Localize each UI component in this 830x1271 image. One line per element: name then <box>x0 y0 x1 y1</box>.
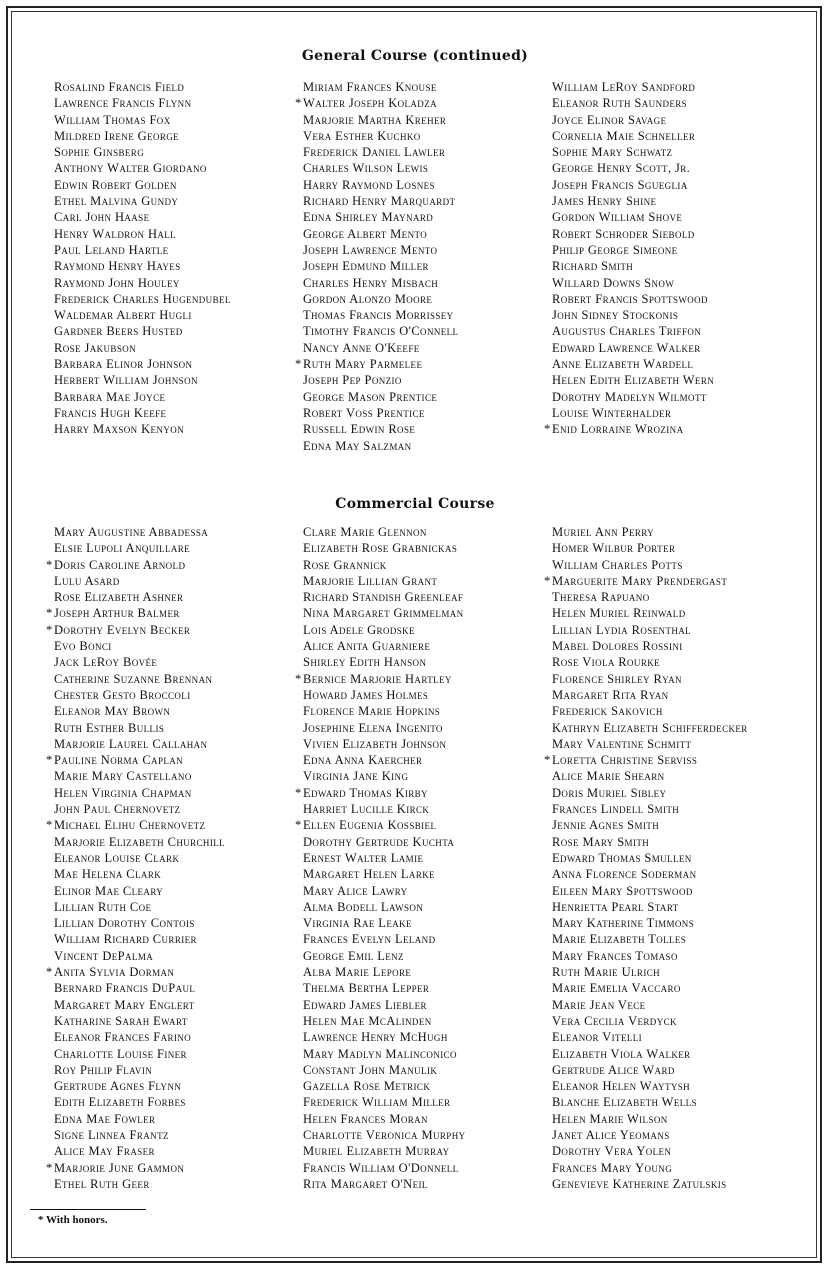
graduate-name: Thelma Bertha Lepper <box>303 981 430 996</box>
graduate-name: * Walter Joseph Koladza <box>295 96 438 111</box>
graduate-name: * Enid Lorraine Wrozina <box>544 422 684 437</box>
graduate-name: Elsie Lupoli Anquillare <box>54 541 191 556</box>
graduate-name: Vivien Elizabeth Johnson <box>303 736 447 751</box>
graduate-name: Blanche Elizabeth Wells <box>552 1095 697 1110</box>
graduate-name: Josephine Elena Ingenito <box>303 720 443 735</box>
graduate-name: Frederick William Miller <box>303 1095 451 1110</box>
graduate-name: Margaret Mary Englert <box>54 997 195 1012</box>
graduate-name: Elizabeth Rose Grabnickas <box>303 541 458 556</box>
graduate-name: Russell Edwin Rose <box>303 422 416 437</box>
graduate-name: Edna Anna Kaercher <box>303 753 423 768</box>
graduate-name: Rita Margaret O'Neil <box>303 1176 428 1191</box>
graduate-name: Joyce Elinor Savage <box>552 112 667 127</box>
graduate-name: Ernest Walter Lamie <box>303 850 424 865</box>
graduate-name: Joseph Pep Ponzio <box>303 373 402 388</box>
graduate-name: Margaret Helen Larke <box>303 867 436 882</box>
graduate-name: Sophie Ginsberg <box>54 145 145 160</box>
graduate-name: Edward Thomas Smullen <box>552 850 692 865</box>
graduate-name: Helen Marie Wilson <box>552 1111 668 1126</box>
graduate-name: William Richard Currier <box>54 932 197 947</box>
graduate-name: Dorothy Gertrude Kuchta <box>303 834 455 849</box>
graduate-name: Barbara Mae Joyce <box>54 389 166 404</box>
graduate-name: Frederick Charles Hugendubel <box>54 291 231 306</box>
graduate-name: Helen Muriel Reinwald <box>552 606 686 621</box>
graduate-name: George Mason Prentice <box>303 389 438 404</box>
graduate-name: Philip George Simeone <box>552 242 678 257</box>
graduate-name: George Emil Lenz <box>303 948 404 963</box>
graduate-name: Mary Katherine Timmons <box>552 916 695 931</box>
graduate-name: Rose Mary Smith <box>552 834 650 849</box>
graduate-name: Marjorie Laurel Callahan <box>54 736 208 751</box>
graduate-name: Raymond John Houley <box>54 275 180 290</box>
general-col-3 <box>544 79 822 438</box>
graduate-name: * Michael Elihu Chernovetz <box>46 818 206 833</box>
graduate-name: George Albert Mento <box>303 226 428 241</box>
graduate-name: * Dorothy Evelyn Becker <box>46 622 191 637</box>
graduate-name: Nancy Anne O'Keefe <box>303 340 420 355</box>
graduate-name: Edna Mae Fowler <box>54 1111 156 1126</box>
graduate-name: Eleanor May Brown <box>54 704 171 719</box>
graduate-name: Charles Henry Misbach <box>303 275 439 290</box>
graduate-name: Margaret Rita Ryan <box>552 687 669 702</box>
graduate-name: Rosalind Francis Field <box>54 80 185 94</box>
graduate-name: Muriel Ann Perry <box>552 525 655 539</box>
graduate-name: Joseph Francis Sgueglia <box>552 177 688 192</box>
graduate-name: Augustus Charles Triffon <box>552 324 702 339</box>
graduate-name: John Paul Chernovetz <box>54 802 181 817</box>
graduate-name: Francis Hugh Keefe <box>54 405 167 420</box>
graduate-name: Marjorie Elizabeth Churchill <box>54 834 226 849</box>
graduate-name: Francis William O'Donnell <box>303 1160 459 1175</box>
graduate-name: Edith Elizabeth Forbes <box>54 1095 186 1110</box>
graduate-name: Mary Valentine Schmitt <box>552 736 692 751</box>
graduate-name: Edna Shirley Maynard <box>303 210 434 225</box>
general-course-heading: General Course (continued) <box>301 48 529 64</box>
graduate-name: * Ruth Mary Parmelee <box>295 357 423 372</box>
commercial-col-1 <box>46 524 324 1192</box>
general-col-2 <box>295 79 573 454</box>
graduate-name: Alice Anita Guarniere <box>303 639 431 654</box>
graduate-name: Richard Henry Marquardt <box>303 194 456 209</box>
graduate-name: Alice May Fraser <box>54 1144 155 1159</box>
graduate-name: Lawrence Francis Flynn <box>54 96 192 111</box>
graduate-name: Doris Muriel Sibley <box>552 785 667 800</box>
graduate-name: Helen Edith Elizabeth Wern <box>552 373 715 388</box>
graduate-name: Robert Francis Spottswood <box>552 291 708 306</box>
graduate-name: Mabel Dolores Rossini <box>552 639 683 654</box>
graduate-name: Frances Mary Young <box>552 1160 673 1175</box>
graduate-name: Robert Voss Prentice <box>303 405 425 420</box>
graduate-name: Henrietta Pearl Start <box>552 899 679 914</box>
graduate-name: Edwin Robert Golden <box>54 177 177 192</box>
graduate-name: George Henry Scott, Jr. <box>552 161 691 176</box>
graduate-name: Raymond Henry Hayes <box>54 259 181 274</box>
graduate-name: Rose Elizabeth Ashner <box>54 590 184 605</box>
graduate-name: Charlotte Veronica Murphy <box>303 1127 466 1142</box>
graduate-name: Helen Frances Moran <box>303 1111 428 1126</box>
graduate-name: Herbert William Johnson <box>54 373 198 388</box>
graduate-name: Nina Margaret Grimmelman <box>303 606 464 621</box>
graduate-name: Evo Bonci <box>54 639 112 654</box>
general-col-1 <box>54 79 324 438</box>
graduate-name: * Marjorie June Gammon <box>46 1160 185 1175</box>
graduate-name: Janet Alice Yeomans <box>552 1127 670 1142</box>
graduate-name: Marjorie Martha Kreher <box>303 112 447 127</box>
graduate-name: Ruth Esther Bullis <box>54 720 165 735</box>
graduate-name: Eleanor Louise Clark <box>54 850 180 865</box>
graduate-name: Anna Florence Soderman <box>552 867 697 882</box>
graduate-name: Lois Adele Grodske <box>303 622 415 637</box>
graduate-name: Frederick Sakovich <box>552 704 663 719</box>
graduate-name: Robert Schroder Siebold <box>552 226 695 241</box>
graduate-name: Harry Raymond Losnes <box>303 177 435 192</box>
graduate-name: Ethel Ruth Geer <box>54 1176 150 1191</box>
graduate-name: Roy Philip Flavin <box>54 1062 153 1077</box>
graduate-name: * Pauline Norma Caplan <box>46 753 184 768</box>
graduate-name: Jack LeRoy Bovée <box>54 655 158 670</box>
graduate-name: Gazella Rose Metrick <box>303 1079 431 1094</box>
graduate-name: Mary Augustine Abbadessa <box>54 525 209 539</box>
graduate-name: Clare Marie Glennon <box>303 525 427 539</box>
graduate-name: * Marguerite Mary Prendergast <box>544 573 728 588</box>
graduate-name: Mae Helena Clark <box>54 867 162 882</box>
graduate-name: Waldemar Albert Hugli <box>54 308 192 323</box>
graduate-name: Marie Mary Castellano <box>54 769 192 784</box>
graduate-name: Florence Shirley Ryan <box>552 671 682 686</box>
graduate-name: Henry Waldron Hall <box>54 226 177 241</box>
graduate-name: Lawrence Henry McHugh <box>303 1030 448 1045</box>
footnote: * With honors. <box>38 1214 108 1226</box>
graduate-name: Virginia Rae Leake <box>303 916 412 931</box>
graduate-name: Dorothy Madelyn Wilmott <box>552 389 707 404</box>
graduate-name: Elinor Mae Cleary <box>54 883 164 898</box>
graduate-name: Gordon Alonzo Moore <box>303 291 433 306</box>
graduate-name: Florence Marie Hopkins <box>303 704 441 719</box>
graduate-name: Harriet Lucille Kirck <box>303 802 430 817</box>
graduate-name: Frederick Daniel Lawler <box>303 145 446 160</box>
graduate-name: Gertrude Agnes Flynn <box>54 1079 182 1094</box>
graduate-name: Mildred Irene George <box>54 128 180 143</box>
graduate-name: Gardner Beers Husted <box>54 324 183 339</box>
graduate-name: * Doris Caroline Arnold <box>46 557 186 572</box>
graduate-name: Edward Lawrence Walker <box>552 340 701 355</box>
graduate-name: Vera Esther Kuchko <box>303 128 421 143</box>
graduate-name: * Ellen Eugenia Kossbiel <box>295 818 437 833</box>
graduate-name: Theresa Rapuano <box>552 590 650 605</box>
graduate-name: Cornelia Maie Schneller <box>552 128 696 143</box>
graduate-name: Mary Frances Tomaso <box>552 948 678 963</box>
graduate-name: * Bernice Marjorie Hartley <box>295 671 452 686</box>
graduate-name: Richard Smith <box>552 259 634 274</box>
graduate-name: Rose Jakubson <box>54 340 137 355</box>
graduate-name: Louise Winterhalder <box>552 405 672 420</box>
graduate-name: Constant John Manulik <box>303 1062 438 1077</box>
graduate-name: Genevieve Katherine Zatulskis <box>552 1176 727 1191</box>
graduate-name: Thomas Francis Morrissey <box>303 308 454 323</box>
graduate-name: James Henry Shine <box>552 194 657 209</box>
graduate-name: Lillian Ruth Coe <box>54 899 152 914</box>
graduate-name: Lulu Asard <box>54 573 120 588</box>
graduate-name: Eleanor Frances Farino <box>54 1030 192 1045</box>
graduate-name: Dorothy Vera Yolen <box>552 1144 672 1159</box>
graduate-name: Catherine Suzanne Brennan <box>54 671 213 686</box>
graduate-name: * Loretta Christine Serviss <box>544 753 698 768</box>
graduate-name: Sophie Mary Schwatz <box>552 145 673 160</box>
commercial-col-3 <box>544 524 822 1192</box>
graduate-name: William Thomas Fox <box>54 112 171 127</box>
footnote-rule <box>30 1209 146 1210</box>
commercial-course-heading: Commercial Course <box>335 496 495 512</box>
graduate-name: Eleanor Ruth Saunders <box>552 96 688 111</box>
graduate-name: Willard Downs Snow <box>552 275 675 290</box>
graduate-name: Katharine Sarah Ewart <box>54 1013 188 1028</box>
graduate-name: William Charles Potts <box>552 557 683 572</box>
graduate-name: Bernard Francis DuPaul <box>54 981 196 996</box>
graduate-name: Muriel Elizabeth Murray <box>303 1144 450 1159</box>
graduate-name: Jennie Agnes Smith <box>552 818 660 833</box>
graduate-name: Charlotte Louise Finer <box>54 1046 187 1061</box>
graduate-name: Alice Marie Shearn <box>552 769 665 784</box>
graduate-name: * Edward Thomas Kirby <box>295 785 428 800</box>
commercial-col-2 <box>295 524 573 1192</box>
graduate-name: Chester Gesto Broccoli <box>54 687 191 702</box>
graduate-name: Lillian Dorothy Contois <box>54 916 195 931</box>
graduate-name: Homer Wilbur Porter <box>552 541 676 556</box>
graduate-name: Alba Marie Lepore <box>303 965 412 980</box>
graduate-name: Rose Viola Rourke <box>552 655 661 670</box>
graduate-name: Vincent DePalma <box>54 948 154 963</box>
graduate-name: Marie Emelia Vaccaro <box>552 981 681 996</box>
graduate-name: William LeRoy Sandford <box>552 80 696 94</box>
graduate-name: * Joseph Arthur Balmer <box>46 606 180 621</box>
graduate-name: Marjorie Lillian Grant <box>303 573 438 588</box>
graduate-name: Virginia Jane King <box>303 769 409 784</box>
graduate-name: Eileen Mary Spottswood <box>552 883 693 898</box>
graduate-name: Howard James Holmes <box>303 687 429 702</box>
graduate-name: Miriam Frances Knouse <box>303 80 437 94</box>
graduate-name: Mary Madlyn Malinconico <box>303 1046 457 1061</box>
graduate-name: John Sidney Stockonis <box>552 308 679 323</box>
graduate-name: Signe Linnea Frantz <box>54 1127 169 1142</box>
graduate-name: Ethel Malvina Gundy <box>54 194 179 209</box>
graduate-name: Gordon William Shove <box>552 210 683 225</box>
graduate-name: Marie Jean Vece <box>552 997 646 1012</box>
graduate-name: Eleanor Helen Waytysh <box>552 1079 691 1094</box>
graduate-name: Gertrude Alice Ward <box>552 1062 675 1077</box>
graduate-name: Timothy Francis O'Connell <box>303 324 459 339</box>
graduate-name: Edward James Liebler <box>303 997 427 1012</box>
graduate-name: Alma Bodell Lawson <box>303 899 424 914</box>
graduate-name: Ruth Marie Ulrich <box>552 965 661 980</box>
graduate-name: Edna May Salzman <box>303 438 412 453</box>
graduate-name: Frances Evelyn Leland <box>303 932 436 947</box>
graduate-name: * Anita Sylvia Dorman <box>46 965 175 980</box>
graduate-name: Carl John Haase <box>54 210 150 225</box>
graduate-name: Helen Virginia Chapman <box>54 785 192 800</box>
graduate-name: Lillian Lydia Rosenthal <box>552 622 692 637</box>
graduate-name: Helen Mae McAlinden <box>303 1013 432 1028</box>
graduate-name: Elizabeth Viola Walker <box>552 1046 691 1061</box>
graduate-name: Paul Leland Hartle <box>54 242 169 257</box>
graduate-name: Rose Grannick <box>303 557 387 572</box>
graduate-name: Vera Cecilia Verdyck <box>552 1013 677 1028</box>
graduate-name: Charles Wilson Lewis <box>303 161 429 176</box>
graduate-name: Frances Lindell Smith <box>552 802 680 817</box>
graduate-name: Richard Standish Greenleaf <box>303 590 464 605</box>
graduate-name: Harry Maxson Kenyon <box>54 422 185 437</box>
graduate-name: Barbara Elinor Johnson <box>54 357 193 372</box>
graduate-name: Joseph Edmund Miller <box>303 259 429 274</box>
graduate-name: Shirley Edith Hanson <box>303 655 427 670</box>
graduate-name: Anne Elizabeth Wardell <box>552 357 694 372</box>
graduate-name: Eleanor Vitelli <box>552 1030 643 1045</box>
graduate-name: Marie Elizabeth Tolles <box>552 932 687 947</box>
graduate-name: Kathryn Elizabeth Schifferdecker <box>552 720 748 735</box>
graduate-name: Mary Alice Lawry <box>303 883 408 898</box>
graduate-name: Anthony Walter Giordano <box>54 161 207 176</box>
graduate-name: Joseph Lawrence Mento <box>303 242 438 257</box>
